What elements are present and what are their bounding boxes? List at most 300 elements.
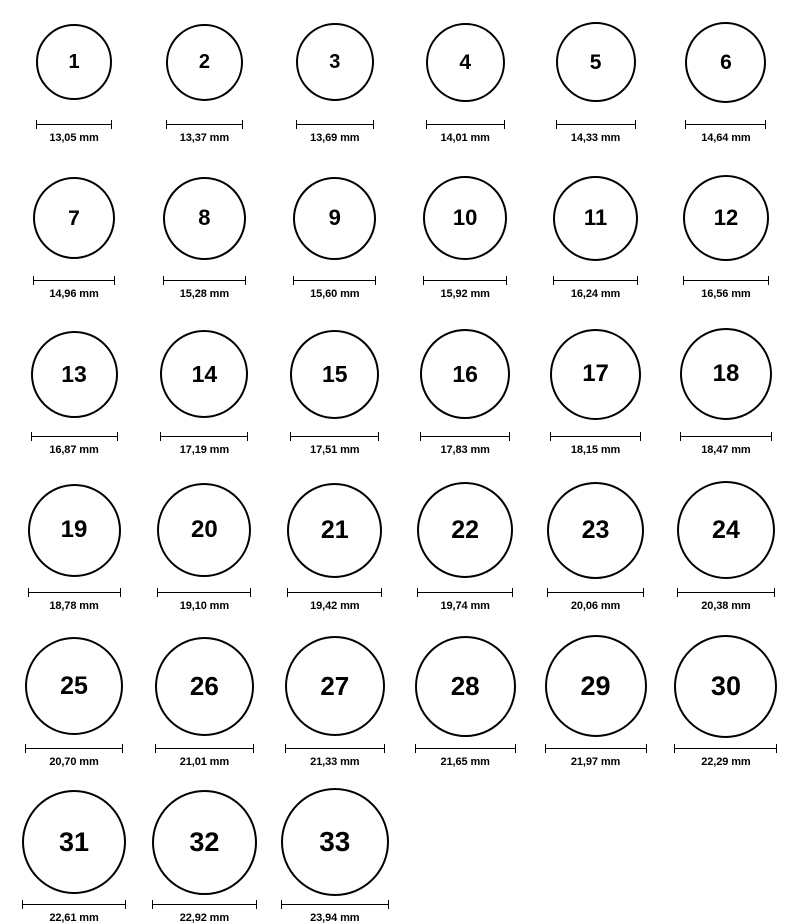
diameter-label: 15,92 mm (440, 288, 490, 300)
ring-circle-wrap (144, 476, 264, 584)
ring-circle (296, 23, 374, 101)
measure-tick-left (166, 120, 167, 129)
ring-size-cell[interactable] (144, 788, 264, 924)
diameter-measure-bar (290, 432, 379, 441)
diameter-measure-bar (550, 432, 641, 441)
ring-size-cell[interactable] (275, 320, 395, 456)
ring-size-number: 33 (319, 826, 351, 857)
diameter-measure-bar (281, 900, 389, 909)
measure-tick-left (674, 744, 675, 753)
measure-tick-right (247, 432, 248, 441)
ring-circle-wrap (275, 164, 395, 272)
measure-tick-right (378, 432, 379, 441)
ring-size-number: 27 (320, 671, 350, 701)
ring-size-cell[interactable] (666, 632, 786, 768)
diameter-label: 20,06 mm (570, 600, 621, 612)
diameter-label: 18,47 mm (701, 444, 751, 456)
measure-tick-left (423, 276, 424, 285)
measure-line (547, 592, 644, 593)
ring-circle (420, 329, 510, 419)
measure-line (281, 904, 389, 905)
measure-tick-right (509, 432, 510, 441)
measure-line (680, 436, 772, 437)
measure-tick-left (556, 120, 557, 129)
ring-circle (22, 790, 126, 894)
ring-size-cell[interactable] (275, 632, 395, 768)
ring-size-cell[interactable] (14, 632, 134, 768)
measure-tick-left (287, 588, 288, 597)
ring-circle-wrap (275, 632, 395, 740)
diameter-label: 21,33 mm (310, 756, 360, 768)
ring-size-number: 31 (58, 826, 90, 857)
diameter-measure-bar (417, 588, 513, 597)
ring-size-row (14, 632, 786, 768)
measure-line (550, 436, 641, 437)
measure-line (545, 748, 647, 749)
ring-size-cell[interactable] (275, 8, 395, 144)
measure-tick-right (122, 744, 123, 753)
measure-tick-left (417, 588, 418, 597)
measure-tick-right (111, 120, 112, 129)
diameter-label: 20,70 mm (49, 756, 99, 768)
measure-line (293, 280, 376, 281)
ring-size-number: 14 (191, 360, 218, 387)
measure-tick-left (152, 900, 153, 909)
measure-tick-left (550, 432, 551, 441)
diameter-measure-bar (674, 744, 777, 753)
ring-size-cell[interactable] (405, 8, 525, 144)
ring-circle (556, 22, 636, 102)
measure-line (685, 124, 766, 125)
ring-size-row (14, 8, 786, 144)
ring-circle (33, 177, 115, 259)
ring-size-cell[interactable] (14, 476, 134, 612)
ring-circle-wrap (536, 632, 656, 740)
measure-tick-left (157, 588, 158, 597)
measure-tick-left (547, 588, 548, 597)
diameter-label: 17,19 mm (179, 444, 230, 456)
measure-tick-right (515, 744, 516, 753)
diameter-measure-bar (685, 120, 766, 129)
ring-size-number: 3 (329, 51, 341, 73)
ring-circle (163, 177, 246, 260)
diameter-label: 13,05 mm (49, 132, 99, 144)
diameter-measure-bar (152, 900, 257, 909)
measure-line (160, 436, 248, 437)
ring-size-number: 18 (712, 360, 740, 387)
ring-size-number: 6 (720, 50, 732, 74)
ring-circle-wrap (144, 164, 264, 272)
ring-circle (674, 635, 777, 738)
diameter-measure-bar (166, 120, 243, 129)
ring-size-number: 2 (198, 51, 210, 73)
ring-size-cell[interactable] (14, 8, 134, 144)
diameter-measure-bar (553, 276, 638, 285)
ring-size-cell[interactable] (536, 164, 656, 300)
measure-line (36, 124, 112, 125)
ring-size-cell[interactable] (275, 788, 395, 924)
ring-size-cell[interactable] (666, 476, 786, 612)
ring-circle-wrap (275, 476, 395, 584)
ring-circle-wrap (14, 788, 134, 896)
measure-tick-left (685, 120, 686, 129)
diameter-measure-bar (296, 120, 374, 129)
diameter-measure-bar (426, 120, 505, 129)
ring-size-cell[interactable] (144, 476, 264, 612)
ring-circle-wrap (405, 476, 525, 584)
ring-circle-wrap (666, 632, 786, 740)
measure-tick-right (381, 588, 382, 597)
measure-tick-right (120, 588, 121, 597)
ring-size-row (14, 164, 786, 300)
measure-line (683, 280, 769, 281)
ring-size-number: 23 (581, 515, 610, 544)
measure-line (22, 904, 126, 905)
measure-tick-left (28, 588, 29, 597)
measure-tick-left (290, 432, 291, 441)
diameter-label: 19,10 mm (179, 600, 230, 612)
measure-tick-right (384, 744, 385, 753)
ring-size-cell[interactable] (144, 164, 264, 300)
measure-line (166, 124, 243, 125)
ring-circle-wrap (275, 8, 395, 116)
diameter-label: 21,01 mm (179, 756, 230, 768)
ring-circle (426, 23, 505, 102)
measure-tick-left (545, 744, 546, 753)
ring-circle (545, 635, 647, 737)
ring-circle (281, 788, 389, 896)
ring-circle (160, 330, 248, 418)
measure-line (31, 436, 118, 437)
ring-size-number: 24 (712, 515, 740, 544)
ring-size-number: 20 (191, 516, 218, 543)
ring-circle-wrap (144, 8, 264, 116)
ring-circle (683, 175, 769, 261)
measure-line (28, 592, 121, 593)
measure-line (152, 904, 257, 905)
measure-line (556, 124, 636, 125)
measure-tick-right (765, 120, 766, 129)
diameter-label: 17,83 mm (440, 444, 490, 456)
measure-line (163, 280, 246, 281)
measure-tick-left (31, 432, 32, 441)
ring-size-cell[interactable] (275, 476, 395, 612)
ring-size-number: 16 (452, 360, 478, 387)
diameter-measure-bar (160, 432, 248, 441)
ring-size-cell[interactable] (536, 320, 656, 456)
measure-tick-left (33, 276, 34, 285)
diameter-label: 18,15 mm (570, 444, 621, 456)
ring-size-row (14, 320, 786, 456)
measure-tick-left (680, 432, 681, 441)
ring-circle (287, 483, 382, 578)
measure-line (287, 592, 382, 593)
diameter-measure-bar (287, 588, 382, 597)
ring-size-number: 21 (320, 515, 349, 544)
measure-tick-left (553, 276, 554, 285)
ring-circle-wrap (14, 476, 134, 584)
ring-circle (547, 482, 644, 579)
ring-circle (680, 328, 772, 420)
diameter-label: 19,42 mm (310, 600, 360, 612)
ring-size-cell[interactable] (405, 320, 525, 456)
ring-circle-wrap (14, 632, 134, 740)
measure-tick-right (640, 432, 641, 441)
diameter-label: 21,65 mm (440, 756, 490, 768)
diameter-measure-bar (680, 432, 772, 441)
measure-line (677, 592, 775, 593)
ring-size-number: 25 (60, 671, 88, 700)
ring-size-number: 15 (321, 360, 348, 387)
measure-tick-right (253, 744, 254, 753)
diameter-measure-bar (25, 744, 123, 753)
ring-circle-wrap (275, 320, 395, 428)
ring-circle (36, 24, 112, 100)
ring-circle (25, 637, 123, 735)
measure-tick-left (155, 744, 156, 753)
ring-circle (152, 790, 257, 895)
measure-tick-right (256, 900, 257, 909)
ring-circle (685, 22, 766, 103)
diameter-label: 20,38 mm (701, 600, 751, 612)
ring-circle (157, 483, 251, 577)
diameter-measure-bar (163, 276, 246, 285)
diameter-label: 18,78 mm (49, 600, 99, 612)
measure-line (157, 592, 251, 593)
diameter-label: 15,60 mm (310, 288, 360, 300)
ring-size-cell[interactable] (666, 8, 786, 144)
ring-circle (417, 482, 513, 578)
ring-size-row (14, 476, 786, 612)
ring-circle-wrap (666, 164, 786, 272)
measure-tick-right (512, 588, 513, 597)
ring-size-cell[interactable] (405, 476, 525, 612)
diameter-label: 21,97 mm (570, 756, 621, 768)
ring-circle-wrap (405, 632, 525, 740)
measure-tick-right (245, 276, 246, 285)
measure-line (553, 280, 638, 281)
ring-size-number: 5 (589, 50, 602, 74)
ring-circle (553, 176, 638, 261)
ring-size-cell[interactable] (144, 632, 264, 768)
measure-line (417, 592, 513, 593)
ring-size-number: 17 (582, 360, 609, 387)
measure-tick-right (375, 276, 376, 285)
diameter-label: 14,01 mm (440, 132, 490, 144)
measure-tick-left (160, 432, 161, 441)
measure-line (296, 124, 374, 125)
ring-size-number: 12 (713, 205, 739, 230)
measure-line (415, 748, 516, 749)
diameter-measure-bar (33, 276, 115, 285)
ring-size-cell[interactable] (144, 320, 264, 456)
measure-line (285, 748, 385, 749)
ring-circle (155, 637, 254, 736)
measure-tick-left (25, 744, 26, 753)
ring-size-cell[interactable] (405, 632, 525, 768)
measure-tick-right (506, 276, 507, 285)
diameter-measure-bar (28, 588, 121, 597)
diameter-measure-bar (415, 744, 516, 753)
measure-tick-right (114, 276, 115, 285)
ring-circle (31, 331, 118, 418)
diameter-label: 23,94 mm (310, 912, 360, 924)
measure-line (290, 436, 379, 437)
diameter-label: 22,61 mm (49, 912, 99, 924)
ring-size-cell[interactable] (275, 164, 395, 300)
ring-circle-wrap (536, 164, 656, 272)
measure-tick-right (646, 744, 647, 753)
ring-size-cell[interactable] (144, 8, 264, 144)
ring-size-number: 9 (328, 205, 341, 230)
measure-tick-right (768, 276, 769, 285)
measure-tick-right (635, 120, 636, 129)
ring-circle (293, 177, 376, 260)
diameter-label: 17,51 mm (310, 444, 360, 456)
ring-size-cell[interactable] (405, 164, 525, 300)
ring-circle-wrap (405, 8, 525, 116)
measure-tick-right (771, 432, 772, 441)
diameter-label: 15,28 mm (179, 288, 230, 300)
ring-circle (550, 329, 641, 420)
measure-tick-left (683, 276, 684, 285)
measure-line (426, 124, 505, 125)
diameter-measure-bar (677, 588, 775, 597)
ring-circle-wrap (666, 8, 786, 116)
measure-tick-left (22, 900, 23, 909)
diameter-measure-bar (556, 120, 636, 129)
measure-tick-right (776, 744, 777, 753)
ring-circle (290, 330, 379, 419)
measure-tick-left (420, 432, 421, 441)
measure-line (33, 280, 115, 281)
ring-size-row (14, 788, 786, 924)
ring-circle-wrap (666, 320, 786, 428)
ring-size-number: 8 (198, 205, 211, 230)
ring-size-cell[interactable] (666, 320, 786, 456)
ring-size-cell[interactable] (536, 476, 656, 612)
ring-circle-wrap (666, 476, 786, 584)
ring-size-number: 32 (189, 826, 220, 857)
diameter-label: 16,24 mm (570, 288, 621, 300)
measure-line (155, 748, 254, 749)
ring-circle-wrap (14, 320, 134, 428)
diameter-label: 22,29 mm (701, 756, 751, 768)
ring-size-cell[interactable] (536, 632, 656, 768)
measure-tick-right (504, 120, 505, 129)
ring-size-number: 28 (450, 671, 480, 701)
diameter-measure-bar (547, 588, 644, 597)
ring-size-number: 26 (189, 671, 219, 701)
measure-tick-left (415, 744, 416, 753)
measure-tick-right (637, 276, 638, 285)
measure-tick-left (36, 120, 37, 129)
ring-size-number: 1 (68, 51, 80, 73)
ring-size-number: 19 (60, 516, 88, 543)
ring-size-number: 10 (452, 205, 478, 230)
measure-tick-left (426, 120, 427, 129)
ring-circle-wrap (405, 320, 525, 428)
ring-circle-wrap (536, 320, 656, 428)
diameter-label: 14,96 mm (49, 288, 99, 300)
diameter-label: 19,74 mm (440, 600, 490, 612)
ring-size-number: 29 (580, 670, 611, 701)
diameter-label: 13,37 mm (179, 132, 230, 144)
diameter-measure-bar (423, 276, 507, 285)
ring-size-cell[interactable] (666, 164, 786, 300)
ring-circle (677, 481, 775, 579)
diameter-measure-bar (420, 432, 510, 441)
measure-line (420, 436, 510, 437)
diameter-measure-bar (285, 744, 385, 753)
ring-circle-wrap (144, 632, 264, 740)
ring-circle (166, 24, 243, 101)
diameter-measure-bar (157, 588, 251, 597)
diameter-label: 16,56 mm (701, 288, 751, 300)
diameter-measure-bar (683, 276, 769, 285)
ring-circle-wrap (14, 8, 134, 116)
measure-tick-left (285, 744, 286, 753)
ring-size-number: 22 (451, 515, 480, 544)
measure-line (423, 280, 507, 281)
ring-size-number: 30 (710, 670, 741, 701)
ring-size-number: 13 (61, 360, 87, 387)
measure-line (674, 748, 777, 749)
ring-size-number: 11 (583, 205, 608, 230)
diameter-measure-bar (31, 432, 118, 441)
ring-circle-wrap (14, 164, 134, 272)
measure-tick-right (643, 588, 644, 597)
ring-circle (28, 484, 121, 577)
measure-tick-left (163, 276, 164, 285)
ring-size-number: 4 (459, 50, 472, 74)
measure-tick-left (296, 120, 297, 129)
diameter-measure-bar (155, 744, 254, 753)
diameter-label: 22,92 mm (179, 912, 230, 924)
ring-circle-wrap (275, 788, 395, 896)
ring-size-cell[interactable] (14, 320, 134, 456)
measure-tick-right (774, 588, 775, 597)
ring-size-cell[interactable] (536, 8, 656, 144)
diameter-label: 14,64 mm (701, 132, 751, 144)
ring-circle-wrap (144, 320, 264, 428)
measure-line (25, 748, 123, 749)
measure-tick-right (125, 900, 126, 909)
measure-tick-right (373, 120, 374, 129)
diameter-measure-bar (36, 120, 112, 129)
diameter-label: 13,69 mm (310, 132, 360, 144)
diameter-measure-bar (293, 276, 376, 285)
ring-circle-wrap (536, 8, 656, 116)
diameter-label: 14,33 mm (570, 132, 621, 144)
ring-size-cell[interactable] (14, 164, 134, 300)
ring-circle-wrap (144, 788, 264, 896)
diameter-label: 16,87 mm (49, 444, 99, 456)
measure-tick-left (677, 588, 678, 597)
ring-size-number: 7 (68, 206, 80, 230)
measure-tick-left (281, 900, 282, 909)
measure-tick-right (117, 432, 118, 441)
ring-circle-wrap (405, 164, 525, 272)
diameter-measure-bar (22, 900, 126, 909)
measure-tick-right (250, 588, 251, 597)
measure-tick-left (293, 276, 294, 285)
ring-circle (423, 176, 507, 260)
ring-size-cell[interactable] (14, 788, 134, 924)
ring-circle-wrap (536, 476, 656, 584)
ring-circle (415, 636, 516, 737)
diameter-measure-bar (545, 744, 647, 753)
